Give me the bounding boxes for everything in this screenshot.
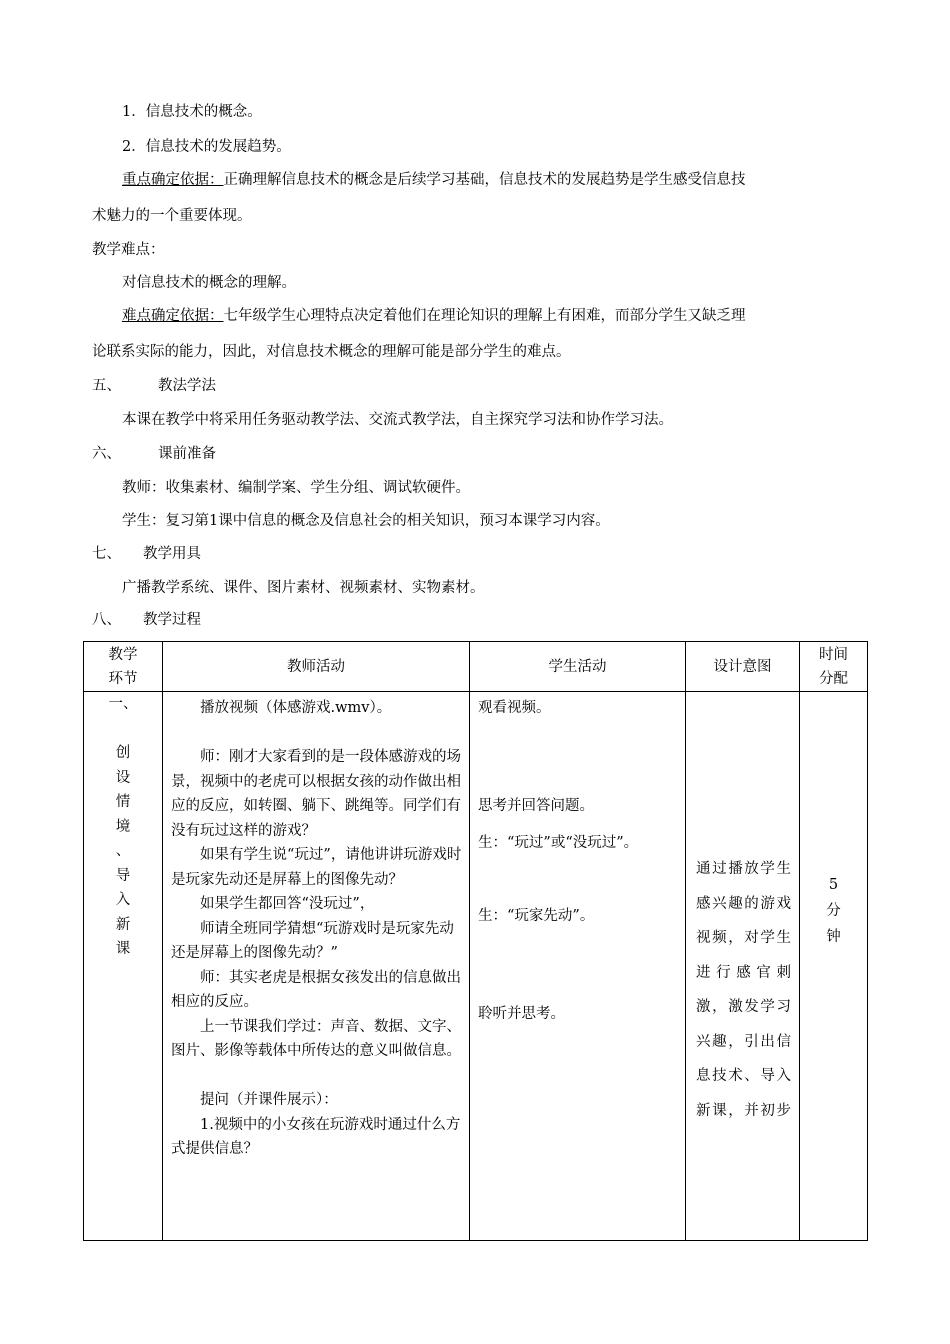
teacher-p2: 师：刚才大家看到的是一段体感游戏的场景，视频中的老虎可以根据女孩的动作做出相应的反应，如转圈、躺下、跳绳等。同学们有没有玩过这样的游戏？ xyxy=(171,749,461,839)
stage-cell: 一、 创 设 情 境 、 导 入 新 课 xyxy=(84,692,163,1241)
teacher-p7: 上一节课我们学过：声音、数据、文字、图片、影像等载体中所传达的意义叫做信息。 xyxy=(171,1018,461,1059)
prep-student: 学生：复习第1课中信息的概念及信息社会的相关知识，预习本课学习内容。 xyxy=(122,513,610,529)
method-text: 本课在教学中将采用任务驱动教学法、交流式教学法，自主探究学习法和协作学习法。 xyxy=(122,412,673,428)
key-basis-line xyxy=(122,170,746,190)
difficulty-basis-label: 难点确定依据： xyxy=(122,308,224,324)
header-design-intent: 设计意图 xyxy=(686,642,800,692)
key-basis-label: 重点确定依据： xyxy=(122,172,224,188)
student-s5: 聆听并思考。 xyxy=(478,1006,565,1022)
section-6-title: 课前准备 xyxy=(158,446,216,462)
teacher-p9: 1.视频中的小女孩在玩游戏时通过什么方式提供信息？ xyxy=(171,1116,461,1157)
section-6-number: 六、 xyxy=(92,446,121,462)
teacher-p5: 师请全班同学猜想“玩游戏时是玩家先动还是屏幕上的图像先动？” xyxy=(171,920,454,961)
teacher-p1: 播放视频（体感游戏.wmv）。 xyxy=(200,700,392,716)
section-5-number: 五、 xyxy=(92,378,121,394)
teacher-p4: 如果学生都回答“没玩过”， xyxy=(200,896,375,912)
key-basis-text: 正确理解信息技术的概念是后续学习基础，信息技术的发展趋势是学生感受信息技 xyxy=(223,172,746,188)
header-stage: 教学 环节 xyxy=(84,642,163,692)
prep-teacher: 教师：收集素材、编制学案、学生分组、调试软硬件。 xyxy=(122,480,470,496)
teacher-p3: 如果有学生说“玩过”，请他讲讲玩游戏时是玩家先动还是屏幕上的图像先动？ xyxy=(171,847,462,888)
teacher-p8: 提问（并课件展示）： xyxy=(200,1092,338,1108)
point-1: 1．信息技术的概念。 xyxy=(122,104,262,120)
student-s4: 生：“玩家先动”。 xyxy=(478,908,595,924)
header-teacher-activity: 教师活动 xyxy=(163,642,470,692)
design-intent-cell: 通过播放学生感兴趣的游戏视频，对学生进行感官刺激，激发学习兴趣，引出信息技术、导入新课，并初步 xyxy=(686,692,800,1241)
section-7-number: 七、 xyxy=(92,546,121,562)
section-8-number: 八、 xyxy=(92,612,121,628)
difficulty-basis-text: 七年级学生心理特点决定着他们在理论知识的理解上有困难，而部分学生又缺乏理 xyxy=(223,308,746,324)
student-s3: 生：“玩过”或“没玩过”。 xyxy=(478,834,639,851)
header-student-activity: 学生活动 xyxy=(470,642,686,692)
table-header-row xyxy=(84,642,868,692)
key-basis-cont: 术魅力的一个重要体现。 xyxy=(92,208,252,224)
section-8-title: 教学过程 xyxy=(143,612,201,628)
teaching-process-table xyxy=(83,641,868,1241)
student-s1: 观看视频。 xyxy=(478,700,551,716)
section-7-title: 教学用具 xyxy=(143,546,201,562)
table-row xyxy=(84,692,868,1241)
teacher-activity-cell xyxy=(163,692,470,1241)
teacher-p6: 师：其实老虎是根据女孩发出的信息做出相应的反应。 xyxy=(171,969,461,1010)
difficulty-basis-cont: 论联系实际的能力，因此，对信息技术概念的理解可能是部分学生的难点。 xyxy=(92,344,571,360)
difficulty-basis-line xyxy=(122,306,746,326)
student-activity-cell xyxy=(470,692,686,1241)
time-cell: 5 分 钟 xyxy=(800,692,868,1241)
tools-text: 广播教学系统、课件、图片素材、视频素材、实物素材。 xyxy=(122,580,485,596)
difficulty-heading: 教学难点： xyxy=(92,242,165,258)
section-5-title: 教法学法 xyxy=(158,378,216,394)
difficulty-text: 对信息技术的概念的理解。 xyxy=(122,275,296,291)
student-s2: 思考并回答问题。 xyxy=(478,798,594,814)
point-2: 2．信息技术的发展趋势。 xyxy=(122,139,291,155)
header-time: 时间 分配 xyxy=(800,642,868,692)
